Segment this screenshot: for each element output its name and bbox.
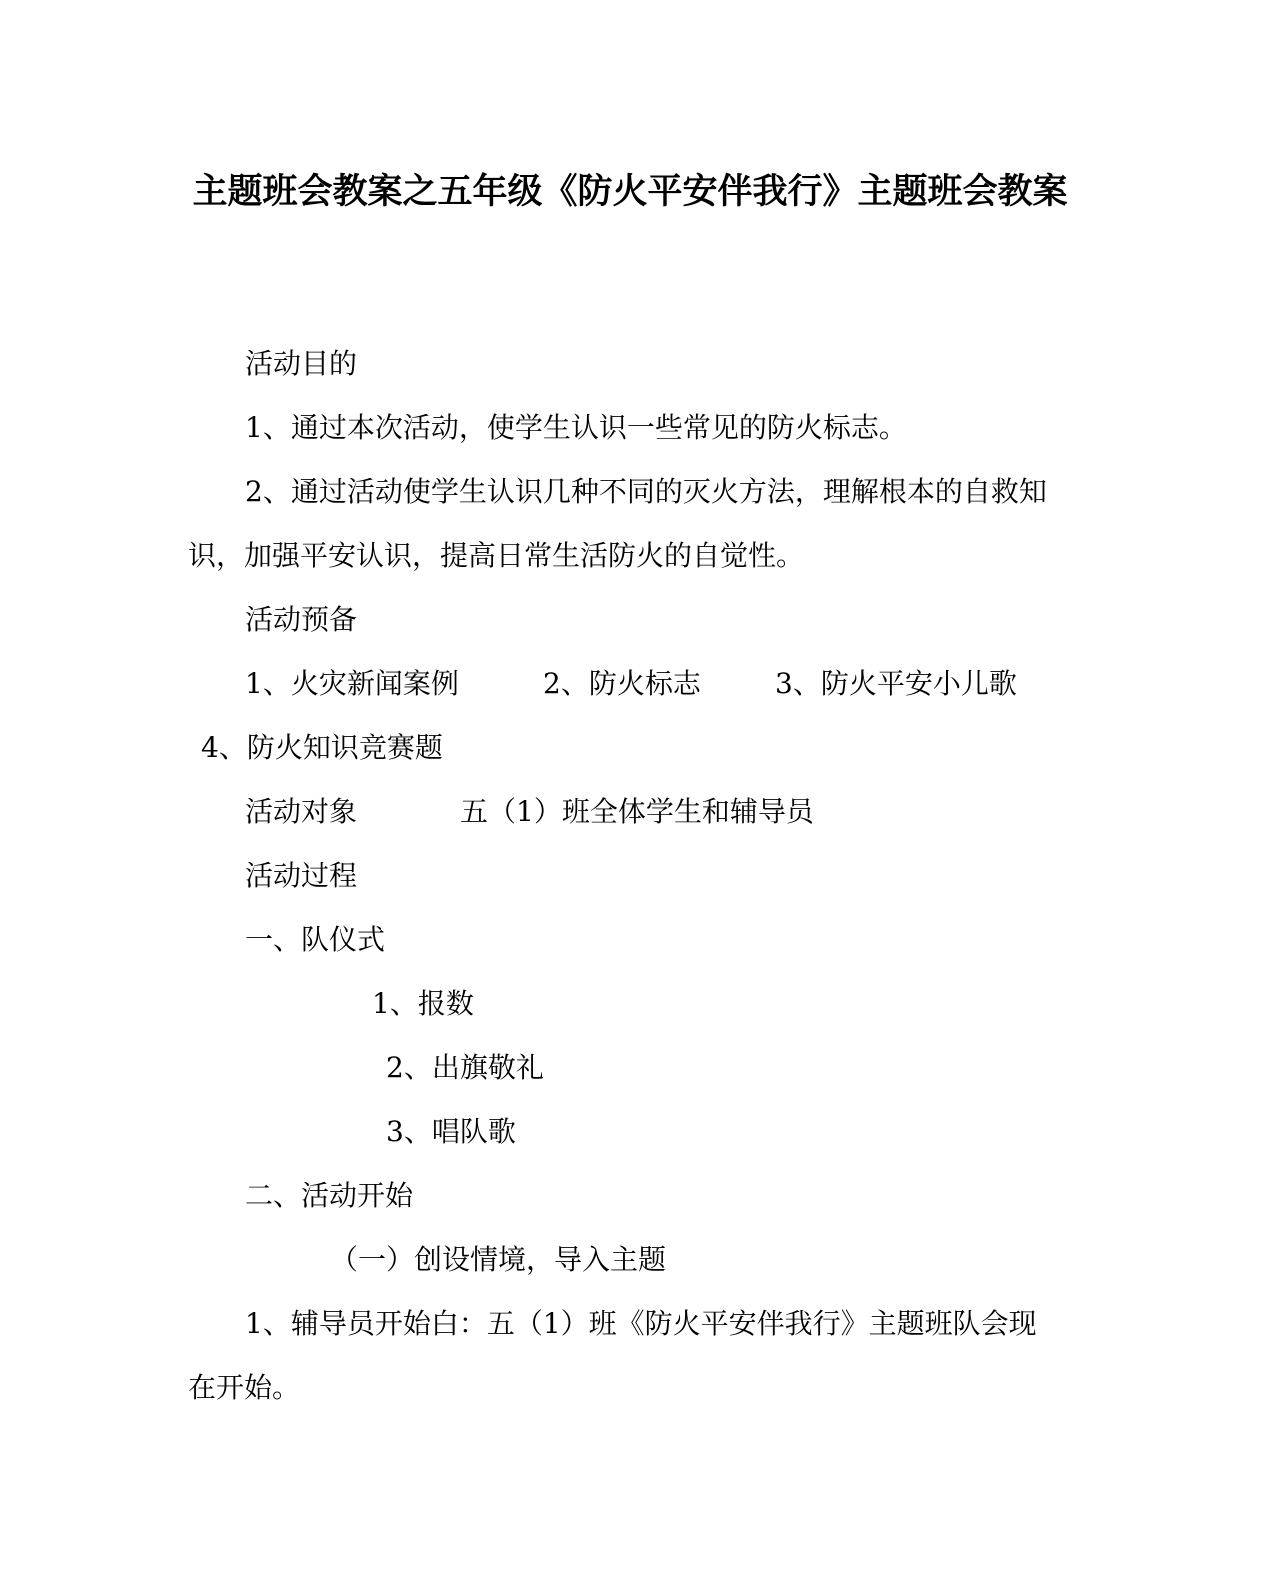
goal-item-2-line-1: 2、通过活动使学生认识几种不同的灭火方法，理解根本的自救知 <box>245 475 1047 508</box>
paragraph-1-line-2: 在开始。 <box>188 1371 301 1404</box>
document-title: 主题班会教案之五年级《防火平安伴我行》主题班会教案 <box>192 172 1068 212</box>
section-2-subheading-1: （一）创设情境，导入主题 <box>330 1243 667 1276</box>
section-1-item-2: 2、出旗敬礼 <box>386 1051 544 1084</box>
prep-item-2: 2、防火标志 <box>543 667 701 700</box>
prep-item-4: 4、防火知识竞赛题 <box>201 731 443 764</box>
goal-item-2-line-2: 识，加强平安认识，提高日常生活防火的自觉性。 <box>188 539 805 572</box>
section-1-item-1: 1、报数 <box>372 987 474 1020</box>
paragraph-1-line-1: 1、辅导员开始白：五（1）班《防火平安伴我行》主题班队会现 <box>245 1307 1037 1340</box>
heading-process: 活动过程 <box>245 859 358 892</box>
prep-item-3: 3、防火平安小儿歌 <box>775 667 1017 700</box>
section-1-item-3: 3、唱队歌 <box>386 1115 516 1148</box>
target-label: 活动对象 <box>245 795 358 828</box>
section-1-heading: 一、队仪式 <box>245 923 386 956</box>
prep-item-1: 1、火灾新闻案例 <box>245 667 459 700</box>
section-2-heading: 二、活动开始 <box>245 1179 414 1212</box>
heading-prep: 活动预备 <box>245 603 358 636</box>
target-value: 五（1）班全体学生和辅导员 <box>460 795 814 828</box>
heading-goal: 活动目的 <box>245 347 358 380</box>
goal-item-1: 1、通过本次活动，使学生认识一些常见的防火标志。 <box>245 411 907 444</box>
